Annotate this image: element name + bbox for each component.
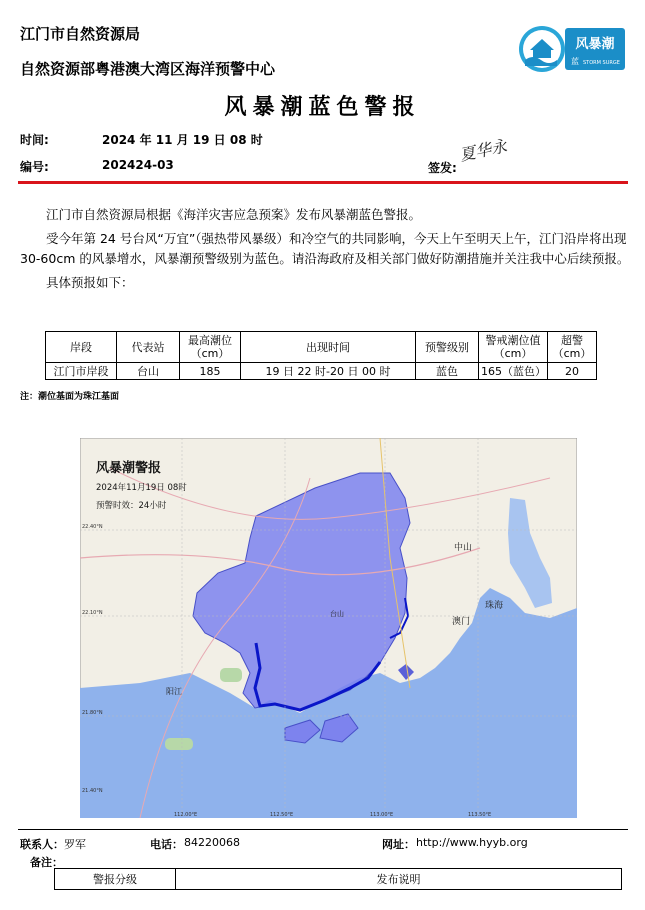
city-label: 台山	[330, 610, 344, 618]
signature: 夏华永	[457, 136, 509, 165]
col-header: 代表站	[117, 332, 180, 363]
map-datetime: 2024年11月19日 08时	[96, 483, 187, 493]
contact-label: 联系人：	[20, 838, 64, 851]
warning-map	[80, 438, 577, 818]
time-value: 2024 年 11 月 19 日 08 时	[102, 133, 263, 147]
table-cell: 20	[548, 363, 597, 380]
col-header: 出现时间	[241, 332, 416, 363]
web-label: 网址：	[382, 838, 415, 851]
red-divider	[18, 181, 628, 184]
col-header: 警报分级	[55, 869, 176, 890]
logo-text: 风暴潮	[575, 37, 615, 52]
remark-label: 备注：	[30, 856, 63, 869]
city-label: 澳门	[452, 617, 471, 627]
svg-text:22.10°N: 22.10°N	[82, 610, 103, 616]
level-description-table	[54, 868, 622, 890]
document-title: 风暴潮蓝色警报	[224, 95, 421, 120]
phone-value: 84220068	[184, 836, 240, 849]
map-validity: 预警时效：24小时	[96, 501, 167, 511]
col-header: 最高潮位（cm）	[180, 332, 241, 363]
svg-text:22.40°N: 22.40°N	[82, 524, 103, 530]
col-header: 超警（cm）	[548, 332, 597, 363]
svg-text:蓝: 蓝	[571, 57, 579, 66]
svg-text:113.00°E: 113.00°E	[370, 812, 394, 818]
table-header-row	[55, 869, 622, 890]
table-cell: 江门市岸段	[46, 363, 117, 380]
contact-value: 罗军	[64, 838, 86, 851]
svg-text:21.80°N: 21.80°N	[82, 710, 103, 716]
phone-label: 电话：	[150, 838, 183, 851]
table-cell: 185	[180, 363, 241, 380]
id-label: 编号:	[20, 160, 49, 174]
id-value: 202424-03	[102, 158, 174, 172]
table-header-row	[46, 332, 597, 363]
col-header: 岸段	[46, 332, 117, 363]
paragraph-1: 江门市自然资源局根据《海洋灾害应急预案》发布风暴潮蓝色警报。	[46, 207, 422, 222]
forecast-table	[45, 331, 597, 380]
table-row	[46, 363, 597, 380]
svg-text:112.00°E: 112.00°E	[174, 812, 198, 818]
col-header: 发布说明	[176, 869, 622, 890]
sign-label: 签发:	[428, 161, 457, 175]
col-header: 警戒潮位值（cm）	[479, 332, 548, 363]
storm-surge-logo	[517, 24, 627, 74]
datum-note: 注：潮位基面为珠江基面	[20, 392, 120, 402]
paragraph-3: 具体预报如下：	[46, 275, 134, 290]
svg-text:21.40°N: 21.40°N	[82, 788, 103, 794]
map-title: 风暴潮警报	[96, 461, 162, 476]
center-name: 自然资源部粤港澳大湾区海洋预警中心	[20, 60, 276, 78]
table-cell: 19 日 22 时-20 日 00 时	[241, 363, 416, 380]
table-cell: 蓝色	[416, 363, 479, 380]
footer-divider	[18, 829, 628, 830]
paragraph-2: 受今年第 24 号台风“万宜”（强热带风暴级）和冷空气的共同影响，今天上午至明天上午，江门沿岸将出现 30-60cm 的风暴增水，风暴潮预警级别为蓝色。请沿海政府及相关部门做好防潮措施并关注我中心后续预报。	[20, 231, 630, 266]
body-text	[20, 205, 632, 293]
org-name: 江门市自然资源局	[20, 25, 141, 43]
city-label: 阳江	[166, 687, 182, 696]
time-label: 时间:	[20, 133, 49, 147]
col-header: 预警级别	[416, 332, 479, 363]
table-cell: 台山	[117, 363, 180, 380]
table-cell: 165（蓝色）	[479, 363, 548, 380]
svg-text:113.50°E: 113.50°E	[468, 812, 492, 818]
svg-text:112.50°E: 112.50°E	[270, 812, 294, 818]
web-link[interactable]: http://www.hyyb.org	[416, 836, 528, 849]
svg-text:STORM SURGE: STORM SURGE	[583, 60, 620, 66]
city-label: 珠海	[485, 601, 504, 611]
city-label: 中山	[454, 543, 473, 553]
